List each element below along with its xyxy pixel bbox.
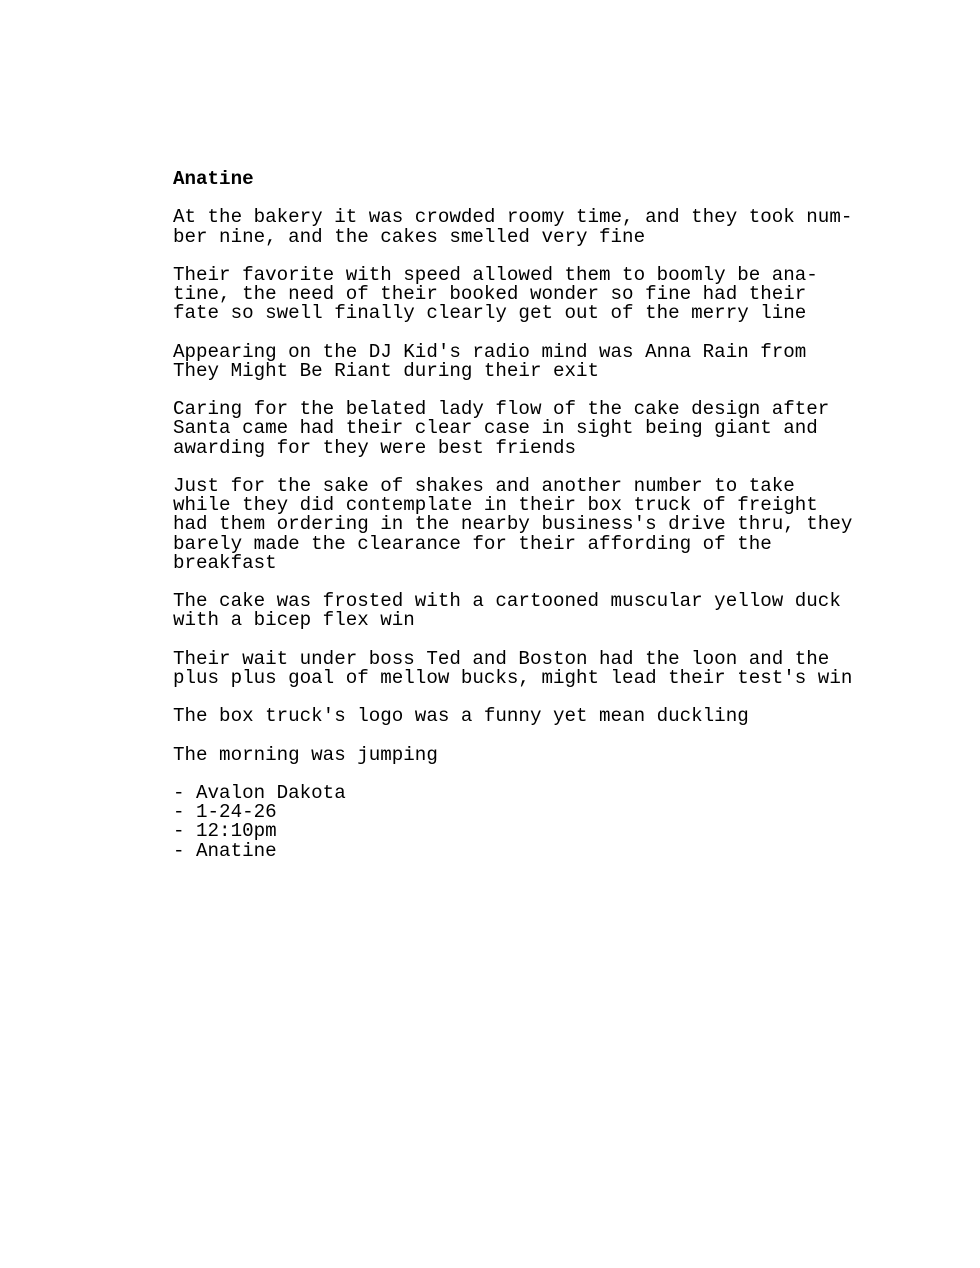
poem-line: Appearing on the DJ Kid's radio mind was Anna Rain from: [173, 340, 807, 363]
poem-line: The cake was frosted with a cartooned muscular yellow duck: [173, 590, 841, 613]
poem-line: Their wait under boss Ted and Boston had the loon and the: [173, 647, 830, 670]
poem-line: awarding for they were best friends: [173, 436, 577, 459]
signoff-block: [173, 784, 893, 861]
stanza: [173, 208, 893, 246]
stanza: [173, 340, 893, 382]
stanza: [173, 477, 893, 573]
poem-body: [173, 170, 893, 861]
stanza: [173, 647, 893, 689]
poem-line: barely made the clearance for their affording of the: [173, 532, 772, 555]
signoff-title: - Anatine: [173, 839, 277, 862]
stanza: [173, 707, 893, 726]
poem-line: Their favorite with speed allowed them to boomly be ana-: [173, 263, 818, 286]
poem-title: Anatine: [173, 168, 254, 190]
poem-line: ber nine, and the cakes smelled very fine: [173, 225, 646, 248]
signoff-date: - 1-24-26: [173, 801, 277, 824]
poem-line: breakfast: [173, 551, 277, 574]
poem-line: while they did contemplate in their box truck of freight: [173, 494, 818, 517]
poem-line: Santa came had their clear case in sight being giant and: [173, 417, 818, 440]
poem-line: Just for the sake of shakes and another number to take: [173, 475, 795, 497]
stanza: [173, 743, 893, 766]
stanza: [173, 263, 893, 325]
poem-line: plus plus goal of mellow bucks, might lead their test's win: [173, 666, 853, 689]
poem-line: The box truck's logo was a funny yet mean duckling: [173, 705, 749, 728]
signoff-time: - 12:10pm: [173, 820, 277, 843]
poem-line: They Might Be Riant during their exit: [173, 359, 600, 382]
poem-line: had them ordering in the nearby business's drive thru, they: [173, 513, 853, 536]
stanza: [173, 400, 893, 458]
poem-line: tine, the need of their booked wonder so fine had their: [173, 283, 807, 306]
poem-line: with a bicep flex win: [173, 609, 415, 632]
poem-line: The morning was jumping: [173, 743, 438, 766]
poem-line: fate so swell finally clearly get out of the merry line: [173, 302, 807, 325]
poem-line: Caring for the belated lady flow of the cake design after: [173, 398, 830, 421]
stanza: [173, 592, 893, 630]
signoff-author: - Avalon Dakota: [173, 782, 346, 804]
poem-line: At the bakery it was crowded roomy time, and they took num-: [173, 206, 853, 229]
